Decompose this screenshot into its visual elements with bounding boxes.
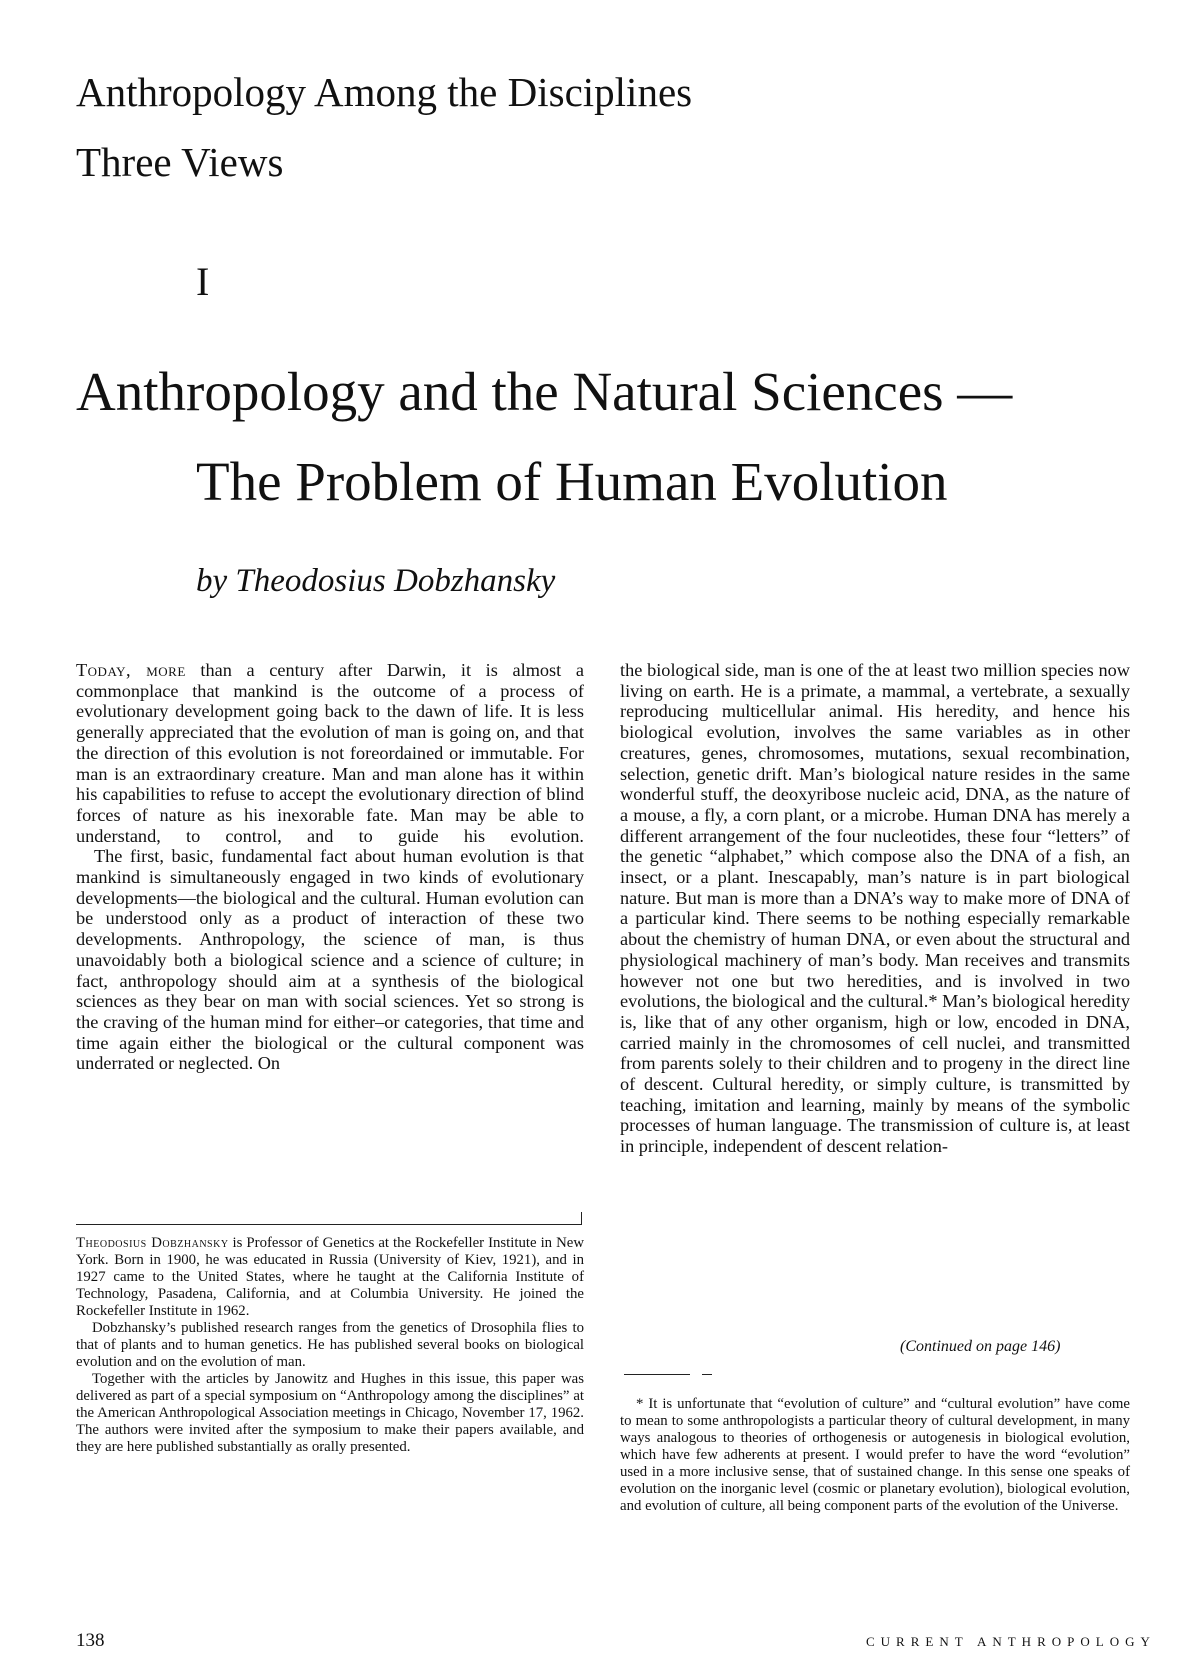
footnote-divider: [702, 1374, 712, 1375]
part-number: I: [196, 259, 210, 304]
series-subtitle: Three Views: [76, 139, 284, 185]
article-title-line1: Anthropology and the Natural Sciences —: [76, 361, 1013, 422]
paragraph-text: than a century after Darwin, it is almost a commonplace that mankind is the outcome of a process of evolutionary development going back to the dawn of life. It is less generally appreciated that the evolution of man is going on, and that the direction of this evolution is not foreordained or immutable. For man is an extraordinary creature. Man and man alone has it within his capabilities to refuse to accept the evolutionary direction of blind forces of nature as his inexorable fate. Man may be able to understand, to control, and to guide his evolution.: [76, 660, 584, 846]
body-column-left: [76, 660, 584, 1074]
author-byline: by Theodosius Dobzhansky: [196, 563, 556, 599]
bio-paragraph: Together with the articles by Janowitz and Hughes in this issue, this paper was delivered as part of a special symposium on “Anthropology among the disciplines” at the American Anthropological Association meetings in Chicago, November 17, 1962. The authors were invited after the symposium to make their papers available, and they are here published substantially as orally presented.: [76, 1371, 584, 1455]
continued-note: (Continued on page 146): [900, 1338, 1061, 1355]
body-column-right: [620, 660, 1130, 1157]
page-number: 138: [76, 1630, 105, 1651]
bio-paragraph: [76, 1235, 584, 1320]
body-paragraph: the biological side, man is one of the at least two million species now living on earth. He is a primate, a mammal, a vertebrate, a sexually reproducing multicellular animal. His heredity, and hence his biological evolution, involves the same variables as in other creatures, genes, chromosomes, mutations, sexual recombination, selection, genetic drift. Man’s biological nature resides in the same wonderful stuff, the deoxyribose nucleic acid, DNA, as the nature of a mouse, a fly, a corn plant, or a microbe. Human DNA has merely a different arrangement of the four nucleotides, these four “letters” of the genetic “alphabet,” which compose also the DNA of a fish, an insect, or a plant. Inescapably, man’s nature is in part biological nature. But man is more than a DNA’s way to make more of DNA of a particular kind. There seems to be nothing especially remarkable about the chemistry of human DNA, or even about the structural and physiological machinery of man’s body. Man receives and transmits however not one but two heredities, and is involved in two evolutions, the biological and the cultural.* Man’s biological heredity is, like that of any other organism, high or low, encoded in DNA, carried mainly in the chromosomes of cell nuclei, and transmitted from parents solely to their children and to progeny in the direct line of descent. Cultural heredity, or simply culture, is transmitted by teaching, imitation and learning, mainly by means of the symbolic processes of human language. The transmission of culture is, at least in principle, independent of descent relation-: [620, 660, 1130, 1157]
journal-name: CURRENT ANTHROPOLOGY: [866, 1634, 1156, 1649]
opening-small-caps: Today, more: [76, 660, 186, 680]
footnote: [620, 1396, 1130, 1515]
body-paragraph: The first, basic, fundamental fact about human evolution is that mankind is simultaneously engaged in two kinds of evolutionary developments—the biological and the cultural. Human evolution can be understood only as a product of interaction of these two developments. Anthropology, the science of man, is thus unavoidably both a biological science and a science of culture; in fact, anthropology should aim at a synthesis of the biological sciences as they bear on man with social sciences. Yet so strong is the craving of the human mind for either–or categories, that time and time again either the biological or the cultural component was underrated or neglected. On: [76, 846, 584, 1074]
body-paragraph: [76, 660, 584, 846]
bio-author-name: Theodosius Dobzhansky: [76, 1235, 229, 1251]
footnote-divider: [624, 1374, 690, 1375]
series-title: Anthropology Among the Disciplines: [76, 69, 693, 115]
footnote-divider: [76, 1224, 582, 1225]
article-title-line2: The Problem of Human Evolution: [196, 451, 948, 512]
bio-text: is Professor of Genetics at the Rockefeller Institute in New York. Born in 1900, he was educated in Russia (University of Kiev, 1921), and in 1927 came to the United States, where he taught at the California Institute of Technology, Pasadena, California, and at Columbia University. He joined the Rockefeller Institute in 1962.: [76, 1235, 585, 1319]
footnote-divider-tick: [581, 1212, 582, 1225]
footnote-text: * It is unfortunate that “evolution of culture” and “cultural evolution” have come to mean to some anthropologists a particular theory of cultural development, in many ways analogous to theories of orthogenesis or autogenesis in biological evolution, which have few adherents at present. I would prefer to have the word “evolution” used in a more inclusive sense, that of sustained change. In this sense one speaks of evolution on the inorganic level (cosmic or planetary evolution), biological evolution, and evolution of culture, all being component parts of the evolution of the Universe.: [620, 1396, 1130, 1514]
author-bio-note: [76, 1235, 584, 1456]
bio-paragraph: Dobzhansky’s published research ranges from the genetics of Drosophila flies to that of plants and to human genetics. He has published several books on biological evolution and on the evolution of man.: [76, 1320, 584, 1370]
